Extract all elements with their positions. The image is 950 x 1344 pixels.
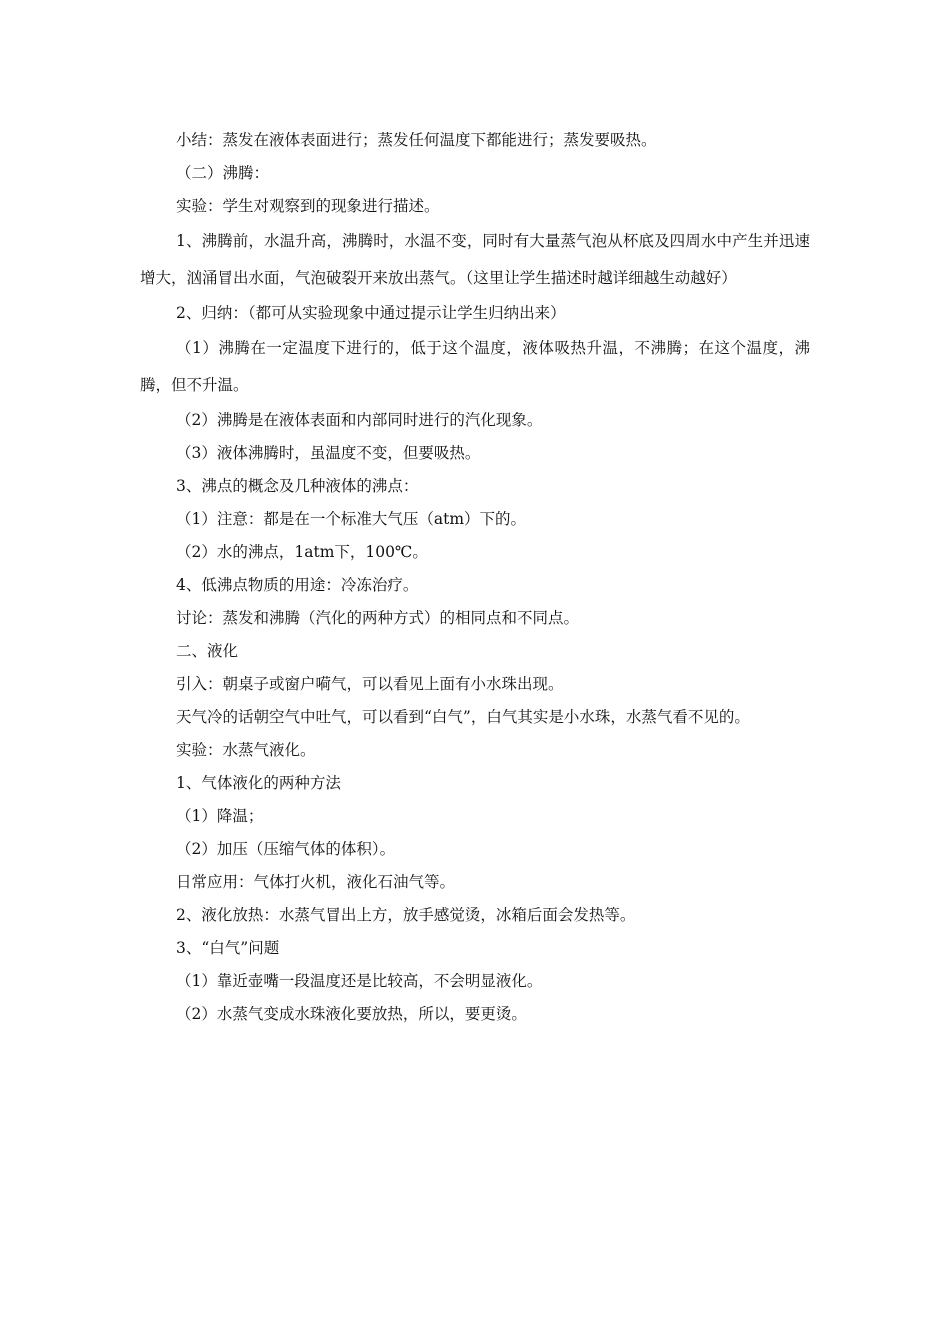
water-boiling-point: （2）水的沸点，1atm下，100℃。 [176, 543, 428, 561]
introduction-line: 引入：朝桌子或窗户嗬气，可以看见上面有小水珠出现。 [176, 675, 564, 693]
liquefaction-methods-heading: 1、气体液化的两种方法 [176, 774, 341, 792]
discussion-line: 讨论：蒸发和沸腾（汽化的两种方式）的相同点和不同点。 [176, 609, 580, 627]
experiment-liquefaction: 实验：水蒸气液化。 [176, 741, 316, 759]
section-boiling-heading: （二）沸腾： [176, 164, 270, 182]
boiling-observation-paragraph: 1、沸腾前，水温升高，沸腾时，水温不变，同时有大量蒸气泡从杯底及四周水中产生并迅速增大，汹涌冒出水面，气泡破裂开来放出蒸气。（这里让学生描述时越详细越生动越好） [140, 232, 810, 287]
method-cooling: （1）降温； [176, 807, 264, 825]
document-body [140, 124, 810, 1031]
boiling-absorbs-heat: （3）液体沸腾时，虽温度不变，但要吸热。 [176, 444, 481, 462]
white-gas-explanation: 天气冷的话朝空气中吐气，可以看到“白气”，白气其实是小水珠，水蒸气看不见的。 [176, 708, 750, 726]
low-boiling-use: 4、低沸点物质的用途：冷冻治疗。 [176, 576, 419, 594]
boiling-point-note: （1）注意：都是在一个标准大气压（atm）下的。 [176, 510, 527, 528]
method-compression: （2）加压（压缩气体的体积）。 [176, 840, 396, 858]
liquefaction-releases-heat: 2、液化放热：水蒸气冒出上方，放手感觉烫，冰箱后面会发热等。 [176, 906, 636, 924]
daily-applications: 日常应用：气体打火机，液化石油气等。 [176, 873, 456, 891]
white-gas-question-heading: 3、“白气”问题 [176, 939, 280, 957]
near-spout-note: （1）靠近壶嘴一段温度还是比较高，不会明显液化。 [176, 972, 543, 990]
section-liquefaction-heading: 二、液化 [176, 642, 239, 660]
boiling-point-heading: 3、沸点的概念及几种液体的沸点： [176, 477, 419, 495]
boiling-surface-internal: （2）沸腾是在液体表面和内部同时进行的汽化现象。 [176, 411, 543, 429]
boiling-temperature-paragraph: （1）沸腾在一定温度下进行的，低于这个温度，液体吸热升温，不沸腾；在这个温度，沸腾，但不升温。 [140, 339, 810, 394]
summary-heading: 2、归纳：（都可从实验现象中通过提示让学生归纳出来） [176, 304, 566, 322]
steam-hotter-note: （2）水蒸气变成水珠液化要放热，所以，要更烫。 [176, 1005, 527, 1023]
experiment-description: 实验：学生对观察到的现象进行描述。 [176, 197, 440, 215]
summary-evaporation: 小结：蒸发在液体表面进行；蒸发任何温度下都能进行；蒸发要吸热。 [176, 131, 657, 149]
